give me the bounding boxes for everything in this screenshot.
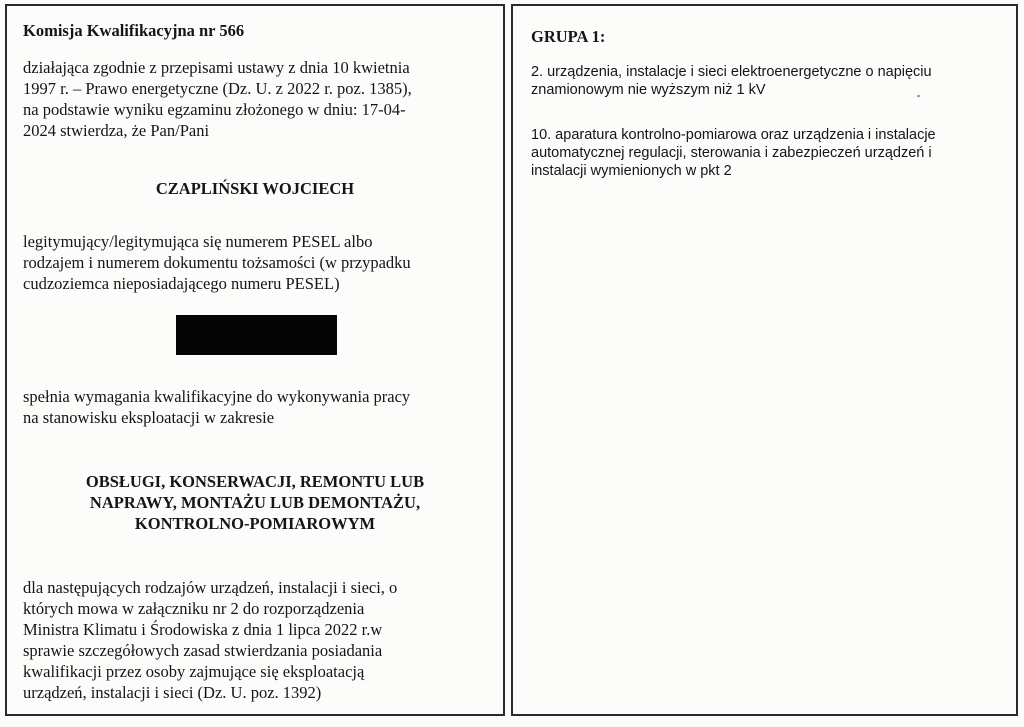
- text-line: działająca zgodnie z przepisami ustawy z dnia 10 kwietnia: [23, 58, 410, 77]
- scope-line: OBSŁUGI, KONSERWACJI, REMONTU LUB: [85, 472, 425, 491]
- intro-paragraph: [23, 57, 412, 141]
- text-line: dla następujących rodzajów urządzeń, instalacji i sieci, o: [23, 578, 398, 597]
- text-line: znamionowym nie wyższym niż 1 kV: [531, 82, 766, 98]
- scope-line: NAPRAWY, MONTAŻU LUB DEMONTAŻU,: [89, 493, 421, 512]
- scope-title: [7, 471, 503, 534]
- text-line: legitymujący/legitymująca się numerem PESEL albo: [23, 232, 373, 251]
- identity-paragraph: [23, 231, 411, 294]
- certificate-left-panel: [5, 4, 505, 716]
- redacted-pesel-box: [176, 315, 337, 355]
- text-line: 10. aparatura kontrolno-pomiarowa oraz urządzenia i instalacje: [531, 127, 936, 143]
- scan-speck: [917, 95, 920, 97]
- text-line: 1997 r. – Prawo energetyczne (Dz. U. z 2022 r. poz. 1385),: [23, 79, 412, 98]
- group-title: GRUPA 1:: [531, 27, 606, 46]
- group-item: [531, 63, 932, 99]
- person-name: CZAPLIŃSKI WOJCIECH: [155, 179, 355, 198]
- commission-title: Komisja Kwalifikacyjna nr 566: [23, 21, 245, 40]
- text-line: kwalifikacji przez osoby zajmujące się eksploatacją: [23, 662, 365, 681]
- text-line: na stanowisku eksploatacji w zakresie: [23, 408, 275, 427]
- text-line: spełnia wymagania kwalifikacyjne do wykonywania pracy: [23, 387, 411, 406]
- text-line: 2024 stwierdza, że Pan/Pani: [23, 121, 210, 140]
- text-line: sprawie szczegółowych zasad stwierdzania posiadania: [23, 641, 383, 660]
- text-line: na podstawie wyniku egzaminu złożonego w dniu: 17-04-: [23, 100, 406, 119]
- text-line: Ministra Klimatu i Środowiska z dnia 1 lipca 2022 r.w: [23, 620, 383, 639]
- group-item: [531, 126, 936, 180]
- text-line: automatycznej regulacji, sterowania i zabezpieczeń urządzeń i: [531, 145, 932, 161]
- text-line: rodzajem i numerem dokumentu tożsamości (w przypadku: [23, 253, 411, 272]
- text-line: których mowa w załączniku nr 2 do rozporządzenia: [23, 599, 365, 618]
- text-line: 2. urządzenia, instalacje i sieci elektroenergetyczne o napięciu: [531, 64, 932, 80]
- text-line: cudzoziemca nieposiadającego numeru PESEL): [23, 274, 340, 293]
- text-line: instalacji wymienionych w pkt 2: [531, 163, 732, 179]
- certificate-right-panel: [511, 4, 1018, 716]
- legal-basis-paragraph: [23, 577, 397, 703]
- requirement-paragraph: [23, 386, 410, 428]
- text-line: urządzeń, instalacji i sieci (Dz. U. poz. 1392): [23, 683, 322, 702]
- scope-line: KONTROLNO-POMIAROWYM: [134, 514, 376, 533]
